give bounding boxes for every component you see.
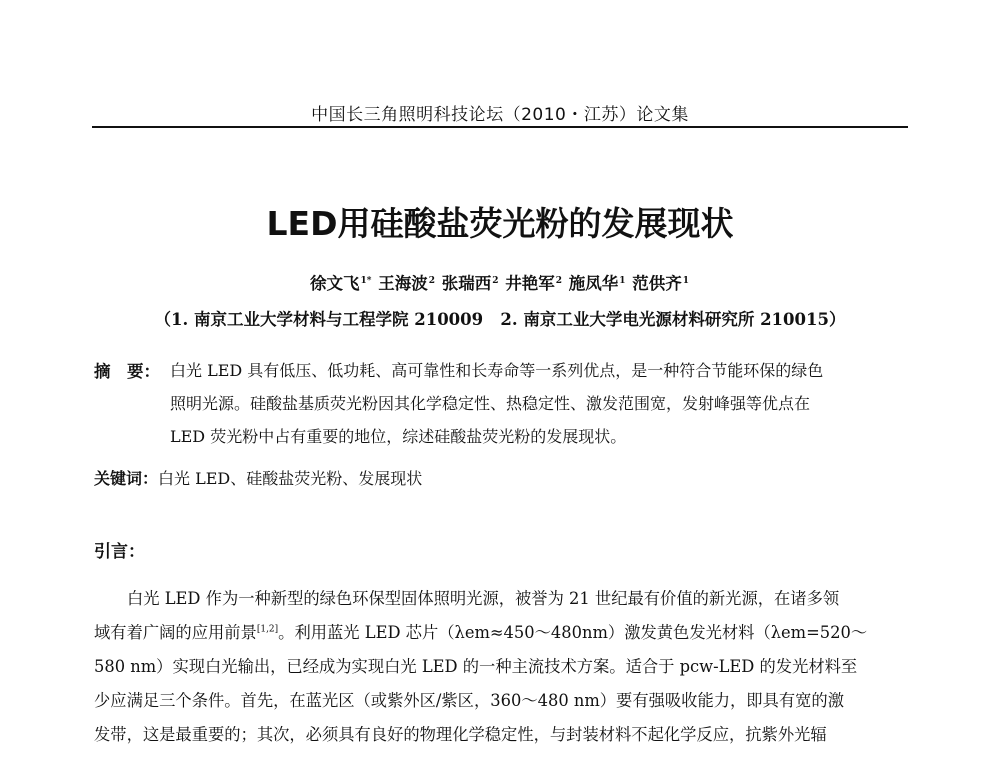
- author-affiliation-mark: 1*: [360, 275, 372, 286]
- citation-ref: [1,2]: [256, 624, 279, 635]
- body-line: 580 nm）实现白光输出，已经成为实现白光 LED 的一种主流技术方案。适合于 pcw-LED 的发光材料至: [94, 657, 858, 676]
- running-header: 中国长三角照明科技论坛（2010・江苏）论文集: [311, 105, 689, 125]
- keywords-text: 白光 LED、硅酸盐荧光粉、发展现状: [158, 469, 423, 488]
- abstract-line: 照明光源。硅酸盐基质荧光粉因其化学稳定性、热稳定性、激发范围宽，发射峰强等优点在: [170, 394, 811, 413]
- paper-title: LED用硅酸盐荧光粉的发展现状: [266, 204, 734, 243]
- author-name: 徐文飞: [309, 274, 360, 293]
- body-line-text: 域有着广阔的应用前景: [94, 623, 257, 642]
- author-name: 施凤华: [568, 274, 619, 293]
- body-paragraph: [94, 585, 910, 755]
- author-affiliation-mark: 1: [682, 275, 690, 286]
- abstract-line: 白光 LED 具有低压、低功耗、高可靠性和长寿命等一系列优点，是一种符合节能环保的绿色: [170, 361, 824, 380]
- affiliation: （1. 南京工业大学材料与工程学院 210009 2. 南京工业大学电光源材料研究所 210015）: [154, 310, 846, 329]
- body-line: 白光 LED 作为一种新型的绿色环保型固体照明光源，被誉为 21 世纪最有价值的新光源，在诸多领: [127, 589, 840, 608]
- author-affiliation-mark: 1: [619, 275, 626, 286]
- body-line: [94, 619, 910, 653]
- header-rule: [92, 126, 908, 128]
- abstract-line: LED 荧光粉中占有重要的地位，综述硅酸盐荧光粉的发展现状。: [170, 427, 627, 446]
- abstract-body: [170, 358, 910, 457]
- author-name: 张瑞西: [441, 274, 492, 293]
- author-name: 范供齐: [632, 274, 682, 293]
- author-list: [0, 270, 1000, 294]
- body-line: 少应满足三个条件。首先，在蓝光区（或紫外区/紫区，360～480 nm）要有强吸收能力，即具有宽的激: [94, 691, 844, 710]
- author-affiliation-mark: 2: [555, 275, 562, 286]
- body-line: 发带，这是最重要的；其次，必须具有良好的物理化学稳定性，与封装材料不起化学反应，抗紫外光辐: [94, 725, 827, 744]
- author-name: 井艳军: [505, 274, 555, 293]
- keywords-label: 关键词：: [94, 469, 159, 488]
- author-name: 王海波: [378, 274, 428, 293]
- abstract-label: 摘 要：: [94, 362, 160, 381]
- author-affiliation-mark: 2: [492, 275, 499, 286]
- section-heading: 引言：: [94, 542, 145, 562]
- author-affiliation-mark: 2: [428, 275, 435, 286]
- body-line-text: 。利用蓝光 LED 芯片（λem≈450～480nm）激发黄色发光材料（λem=520～: [278, 623, 868, 642]
- keywords: [94, 466, 422, 489]
